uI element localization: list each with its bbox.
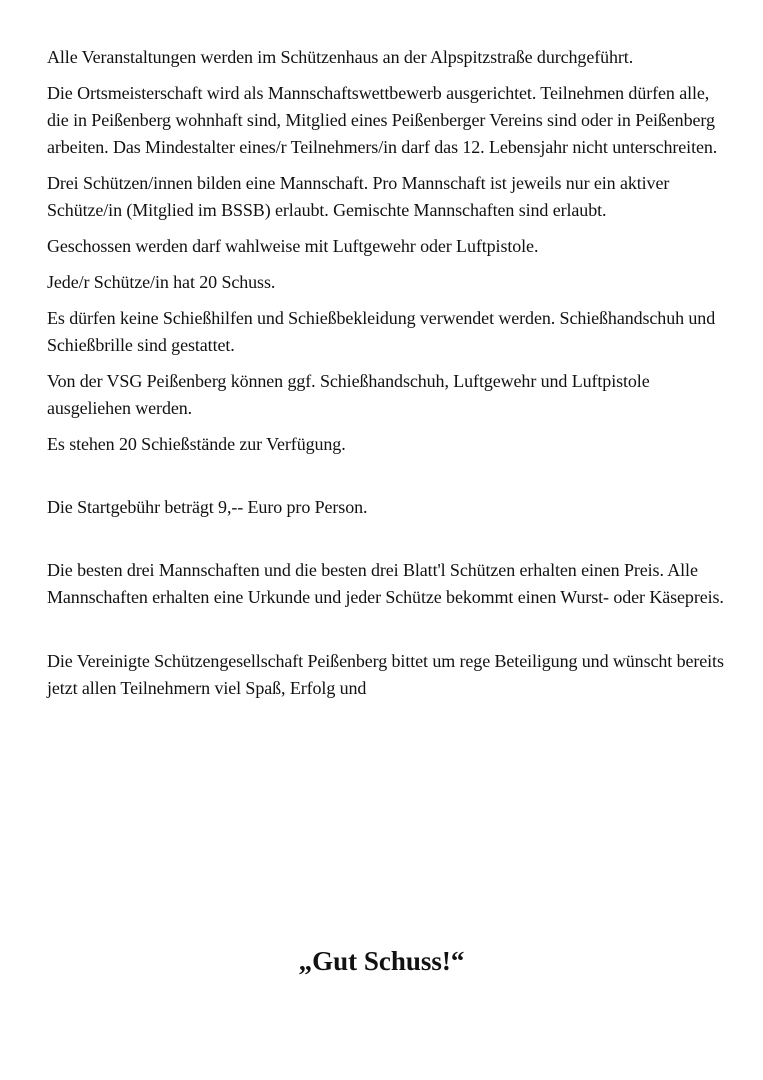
paragraph-venue: Alle Veranstaltungen werden im Schützenhaus an der Alpspitzstraße durchgeführt. [47, 47, 634, 67]
paragraph-invitation: Die Vereinigte Schützengesellschaft Peißenberg bittet um rege Beteiligung und wünscht bereits jetzt allen Teilnehmern viel Spaß, Erfolg und [47, 651, 724, 698]
paragraph-lanes: Es stehen 20 Schießstände zur Verfügung. [47, 434, 346, 454]
paragraph-shots: Jede/r Schütze/in hat 20 Schuss. [47, 272, 276, 292]
paragraph-team-rules: Drei Schützen/innen bilden eine Mannschaft. Pro Mannschaft ist jeweils nur ein aktiver Schütze/in (Mitglied im BSSB) erlaubt. Gemischte Mannschaften sind erlaubt. [47, 173, 670, 220]
paragraph-weapons: Geschossen werden darf wahlweise mit Luftgewehr oder Luftpistole. [47, 236, 539, 256]
paragraph-eligibility: Die Ortsmeisterschaft wird als Mannschaftswettbewerb ausgerichtet. Teilnehmen dürfen alle, die in Peißenberg wohnhaft sind, Mitglied eines Peißenberger Vereins sind oder in Peißenberg arbeiten. Das Mindestalter eines/r Teilnehmers/in darf das 12. Lebensjahr nicht unterschreiten. [47, 83, 718, 157]
closing-slogan: „Gut Schuss!“ [298, 946, 465, 976]
document-body [47, 44, 727, 711]
paragraph-prizes: Die besten drei Mannschaften und die besten drei Blatt'l Schützen erhalten einen Preis. Alle Mannschaften erhalten eine Urkunde und jeder Schütze bekommt einen Wurst- oder Käsepreis. [47, 560, 724, 607]
paragraph-fee: Die Startgebühr beträgt 9,-- Euro pro Person. [47, 497, 368, 517]
paragraph-rental: Von der VSG Peißenberg können ggf. Schießhandschuh, Luftgewehr und Luftpistole ausgeliehen werden. [47, 371, 650, 418]
paragraph-equipment: Es dürfen keine Schießhilfen und Schießbekleidung verwendet werden. Schießhandschuh und Schießbrille sind gestattet. [47, 308, 716, 355]
